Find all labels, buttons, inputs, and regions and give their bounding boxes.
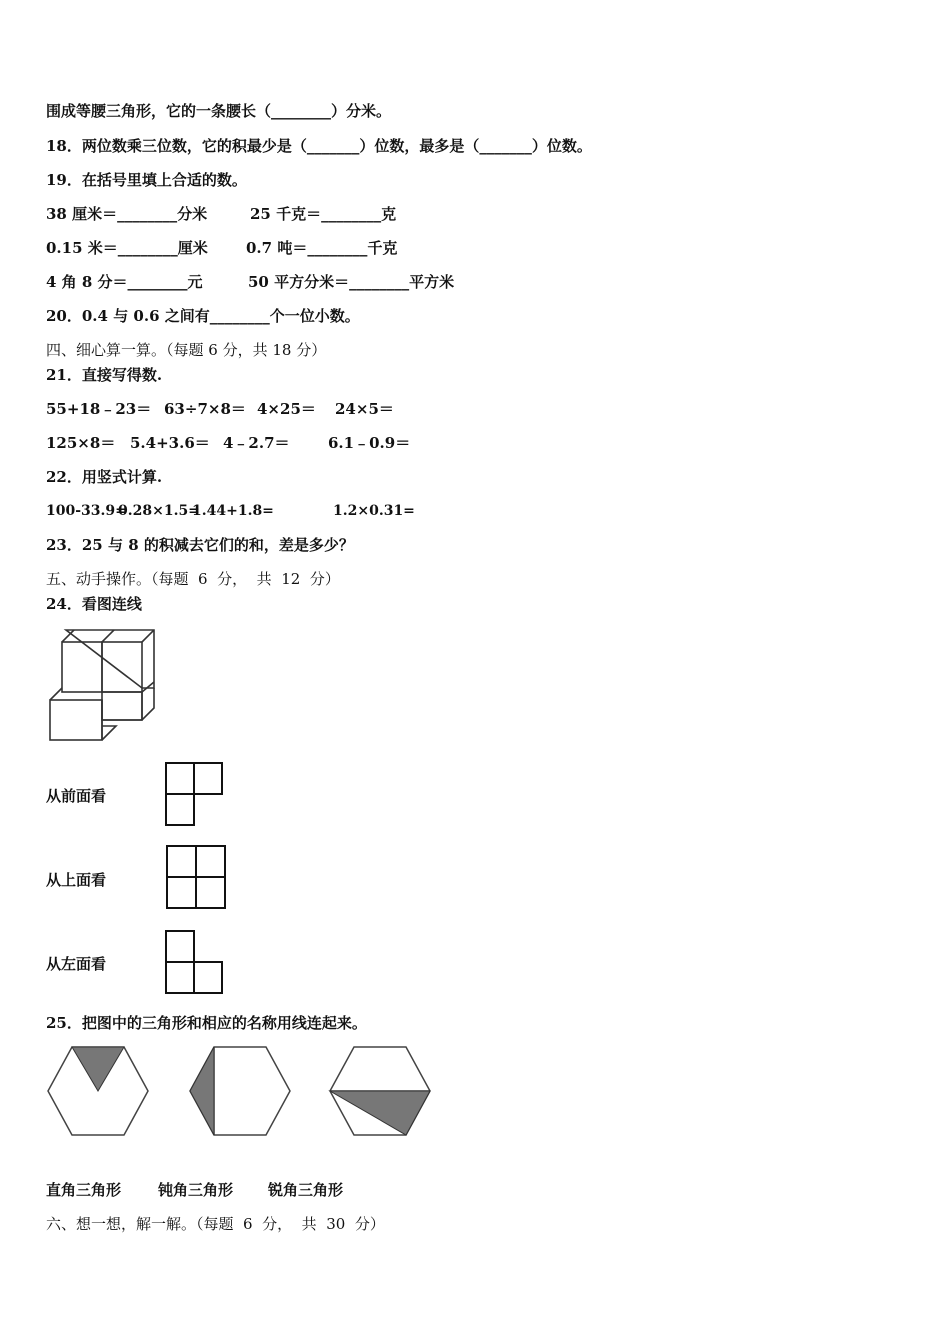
- section-4-heading: 四、细心算一算。（每题 6 分，共 18 分）: [46, 341, 327, 359]
- triangle-name: 直角三角形: [46, 1181, 122, 1199]
- q22-expr: 100-33.9=: [46, 503, 127, 519]
- q19-item: 0.7 吨＝________千克: [246, 239, 398, 257]
- q21-expr: 55+18﹣23＝: [46, 400, 152, 418]
- q24-title: 24．看图连线: [46, 595, 142, 613]
- q23-text: 23．25 与 8 的积减去它们的和，差是多少？: [46, 536, 354, 554]
- q21-expr: 4﹣2.7＝: [223, 434, 290, 452]
- view-shape-3: [162, 928, 226, 996]
- view-label-top: 从上面看: [46, 871, 107, 889]
- q22-title: 22．用竖式计算.: [46, 468, 163, 486]
- q19-item: 25 千克＝________克: [250, 205, 397, 223]
- section-6-heading: 六、想一想，解一解。（每题 6 分， 共 30 分）: [46, 1215, 385, 1233]
- view-shape-2: [162, 842, 230, 912]
- q21-expr: 125×8＝: [46, 434, 116, 452]
- q19-item: 38 厘米＝________分米: [46, 205, 208, 223]
- q21-expr: 63÷7×8＝: [164, 400, 246, 418]
- view-label-front: 从前面看: [46, 787, 107, 805]
- q19-item: 50 平方分米＝________平方米: [248, 273, 455, 291]
- hexagon-figure-1: [44, 1044, 152, 1138]
- q22-expr: 1.2×0.31=: [333, 503, 415, 519]
- q19-item: 0.15 米＝________厘米: [46, 239, 208, 257]
- q21-expr: 5.4+3.6＝: [130, 434, 210, 452]
- q17-tail-text: 围成等腰三角形，它的一条腰长（________）分米。: [46, 102, 392, 120]
- view-label-left: 从左面看: [46, 955, 107, 973]
- q21-expr: 24×5＝: [335, 400, 394, 418]
- cube-stack-figure: [44, 626, 160, 746]
- q22-expr: 0.28×1.5=: [118, 503, 200, 519]
- q20-text: 20．0.4 与 0.6 之间有________个一位小数。: [46, 307, 360, 325]
- q19-item: 4 角 8 分＝________元: [46, 273, 203, 291]
- hexagon-figure-3: [326, 1044, 434, 1138]
- q21-title: 21．直接写得数.: [46, 366, 163, 384]
- section-5-heading: 五、动手操作。（每题 6 分， 共 12 分）: [46, 570, 340, 588]
- triangle-name: 锐角三角形: [268, 1181, 344, 1199]
- q21-expr: 6.1﹣0.9＝: [328, 434, 411, 452]
- hexagon-figure-2: [186, 1044, 294, 1138]
- q25-title: 25．把图中的三角形和相应的名称用线连起来。: [46, 1014, 367, 1032]
- triangle-name: 钝角三角形: [158, 1181, 234, 1199]
- q18-text: 18．两位数乘三位数，它的积最少是（_______）位数，最多是（_______）位数。: [46, 137, 592, 155]
- q19-title: 19．在括号里填上合适的数。: [46, 171, 247, 189]
- view-shape-1: [162, 760, 226, 828]
- q21-expr: 4×25＝: [257, 400, 316, 418]
- q22-expr: 1.44+1.8=: [192, 503, 274, 519]
